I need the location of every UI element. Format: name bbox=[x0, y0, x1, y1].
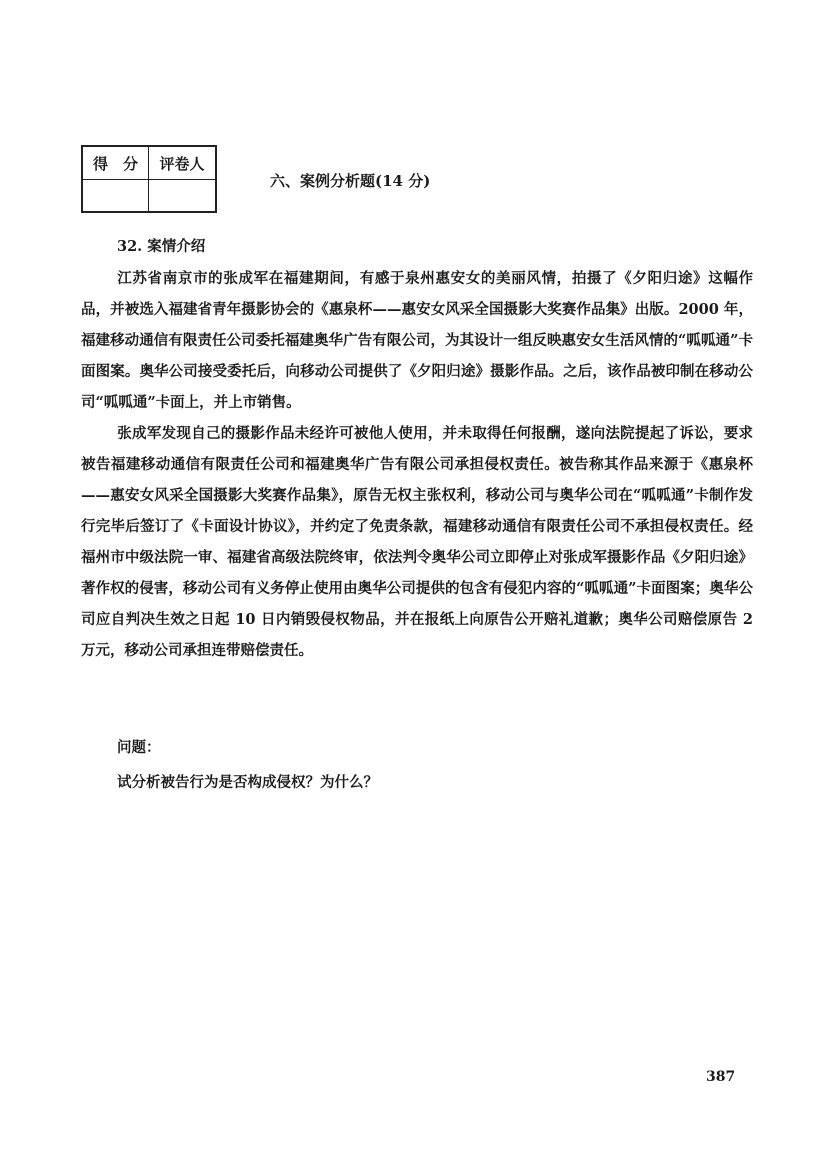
case-body bbox=[81, 263, 753, 666]
section-title: 六、案例分析题(14 分) bbox=[270, 172, 431, 190]
score-header: 得 分 bbox=[83, 147, 149, 180]
score-table bbox=[81, 145, 217, 213]
page-number: 387 bbox=[706, 1069, 736, 1085]
case-paragraph-2: 张成军发现自己的摄影作品未经许可被他人使用，并未取得任何报酬，遂向法院提起了诉讼，要求被告福建移动通信有限责任公司和福建奥华广告有限公司承担侵权责任。被告称其作品来源于《惠泉杯——惠安女风采全国摄影大奖赛作品集》，原告无权主张权利，移动公司与奥华公司在“呱呱通”卡制作发行完毕后签订了《卡面设计协议》，并约定了免责条款，福建移动通信有限责任公司不承担侵权责任。经福州市中级法院一审、福建省高级法院终审，依法判令奥华公司立即停止对张成军摄影作品《夕阳归途》著作权的侵害，移动公司有义务停止使用由奥华公司提供的包含有侵犯内容的“呱呱通”卡面图案；奥华公司应自判决生效之日起 10 日内销毁侵权物品，并在报纸上向原告公开赔礼道歉；奥华公司赔偿原告 2 万元，移动公司承担连带赔偿责任。 bbox=[81, 425, 753, 659]
case-paragraph-1: 江苏省南京市的张成军在福建期间，有感于泉州惠安女的美丽风情，拍摄了《夕阳归途》这幅作品，并被选入福建省青年摄影协会的《惠泉杯——惠安女风采全国摄影大奖赛作品集》出版。2000 年，福建移动通信有限责任公司委托福建奥华广告有限公司，为其设计一组反映惠安女生活风情的“呱呱通”卡面图案。奥华公司接受委托后，向移动公司提供了《夕阳归途》摄影作品。之后，该作品被印制在移动公司“呱呱通”卡面上，并上市销售。 bbox=[81, 270, 753, 411]
question-label: 问题： bbox=[117, 739, 161, 756]
reviewer-header: 评卷人 bbox=[149, 147, 215, 180]
case-label: 32. 案情介绍 bbox=[117, 238, 206, 255]
question-text: 试分析被告行为是否构成侵权？为什么？ bbox=[117, 774, 378, 791]
score-blank-cell[interactable] bbox=[83, 180, 149, 211]
reviewer-blank-cell[interactable] bbox=[149, 180, 215, 211]
